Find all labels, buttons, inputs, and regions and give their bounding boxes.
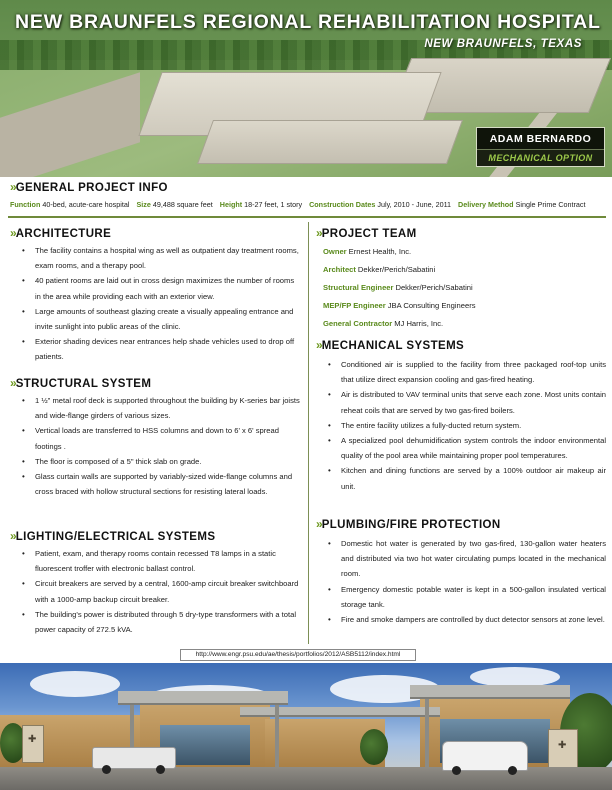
team-member: Architect Dekker/Perich/Sabatini: [323, 265, 436, 274]
page-title: NEW BRAUNFELS REGIONAL REHABILITATION HOSPITAL: [15, 11, 601, 33]
header-banner-rendering: [0, 0, 612, 177]
cross-icon: ✚: [558, 740, 567, 751]
gpi-value: Single Prime Contract: [515, 200, 586, 209]
mechanical-list: [316, 357, 606, 494]
wheel: [102, 765, 111, 774]
list-item: • Vertical loads are transferred to HSS columns and down to 6' x 6' spread footings .: [10, 423, 300, 453]
gpi-value: July, 2010 - June, 2011: [377, 200, 452, 209]
project-team-heading: »PROJECT TEAM: [316, 226, 417, 240]
team-member: General Contractor MJ Harris, Inc.: [323, 319, 444, 328]
list-item: • Patient, exam, and therapy rooms contain recessed T8 lamps in a static fluorescent troffer with electronic ballast control.: [10, 546, 300, 576]
team-member: Owner Ernest Health, Inc.: [323, 247, 412, 256]
author-option: MECHANICAL OPTION: [488, 153, 593, 163]
gpi-label: Construction Dates: [309, 200, 376, 209]
list-item: • The building's power is distributed through 5 dry-type transformers with a total power capacity of 272.5 kVA.: [10, 607, 300, 637]
lighting-list: [10, 546, 300, 637]
structural-section: [10, 376, 300, 499]
plumbing-section: [316, 517, 606, 627]
canopy-column: [425, 699, 429, 767]
list-item: • The facility contains a hospital wing as well as outpatient day treatment rooms, exam rooms, and a therapy pool.: [10, 243, 300, 273]
list-item: • Fire and smoke dampers are controlled by duct detector sensors at zone level.: [316, 612, 606, 627]
gpi-value: 40-bed, acute-care hospital: [42, 200, 130, 209]
canopy-column: [275, 705, 279, 767]
lighting-section: [10, 529, 300, 637]
list-item: • The entire facility utilizes a fully-ducted return system.: [316, 418, 606, 433]
tree: [360, 729, 388, 765]
team-member: Structural Engineer Dekker/Perich/Sabatini: [323, 283, 473, 292]
architecture-heading: »ARCHITECTURE: [10, 226, 112, 240]
page-subtitle-location: NEW BRAUNFELS, TEXAS: [424, 38, 582, 50]
gpi-label: Delivery Method: [458, 200, 514, 209]
list-item: • Large amounts of southeast glazing create a visually appealing entrance and invite sunlight into public areas of the clinic.: [10, 304, 300, 334]
general-info-section: [10, 180, 606, 194]
cloud: [30, 671, 120, 697]
gpi-label: Height: [219, 200, 243, 209]
portfolio-url-link[interactable]: http://www.engr.psu.edu/ae/thesis/portfolios/2012/ASB5112/index.html: [180, 649, 416, 661]
list-item: • The floor is composed of a 5" thick slab on grade.: [10, 454, 300, 469]
list-item: • 1 ½" metal roof deck is supported throughout the building by K-series bar joists and wide-flange girders of various sizes.: [10, 393, 300, 423]
list-item: • 40 patient rooms are laid out in cross design maximizes the number of rooms in the area while providing each with an exterior view.: [10, 273, 300, 303]
center-canopy: [240, 707, 440, 717]
architecture-section: [10, 226, 300, 365]
architecture-list: [10, 243, 300, 365]
team-member: MEP/FP Engineer JBA Consulting Engineers: [323, 301, 476, 310]
wheel: [452, 766, 461, 775]
general-info-line: [10, 200, 590, 209]
building-roof-wing: [197, 120, 463, 164]
right-canopy: [410, 685, 570, 699]
list-item: • Domestic hot water is generated by two gas-fired, 130-gallon water heaters and distributed via two hot water circulating pumps located in the mechanical room.: [316, 536, 606, 582]
author-box: [476, 127, 605, 167]
plumbing-heading: »PLUMBING/FIRE PROTECTION: [316, 517, 501, 531]
project-team-section: [316, 226, 606, 333]
list-item: • Kitchen and dining functions are served by a 100% outdoor air makeup air unit.: [316, 463, 606, 493]
list-item: • Glass curtain walls are supported by variably-sized wide-flange columns and cross braced with hollow structural sections for resisting lateral loads.: [10, 469, 300, 499]
list-item: • A specialized pool dehumidification system controls the indoor environmental quality of the pool area while maintaining proper pool temperatures.: [316, 433, 606, 463]
wheel: [156, 765, 165, 774]
mechanical-section: [316, 338, 606, 494]
plumbing-list: [316, 536, 606, 627]
gpi-value: 49,488 square feet: [152, 200, 213, 209]
wheel: [508, 766, 517, 775]
structural-list: [10, 393, 300, 499]
list-item: • Circuit breakers are served by a central, 1600-amp circuit breaker switchboard with a 1000-amp backup circuit breaker.: [10, 576, 300, 606]
structural-heading: »STRUCTURAL SYSTEM: [10, 376, 152, 390]
cross-icon: ✚: [28, 734, 37, 745]
list-item: • Conditioned air is supplied to the facility from three packaged roof-top units that utilize direct expansion cooling and gas-fired heating.: [316, 357, 606, 387]
entrance-canopy: [118, 691, 288, 705]
list-item: • Exterior shading devices near entrances help shade vehicles used to drop off patients.: [10, 334, 300, 364]
list-item: • Air is distributed to VAV terminal units that serve each zone. Most units contain reheat coils that are served by two gas-fired boilers.: [316, 387, 606, 417]
lighting-heading: »LIGHTING/ELECTRICAL SYSTEMS: [10, 529, 216, 543]
list-item: • Emergency domestic potable water is kept in a 500-gallon insulated vertical storage tank.: [316, 582, 606, 612]
column-divider: [308, 222, 309, 644]
section-divider: [8, 216, 606, 218]
cloud: [470, 667, 560, 687]
gpi-value: 18-27 feet, 1 story: [244, 200, 303, 209]
author-name: ADAM BERNARDO: [477, 128, 604, 150]
gpi-label: Function: [10, 200, 41, 209]
gpi-label: Size: [136, 200, 151, 209]
mechanical-heading: »MECHANICAL SYSTEMS: [316, 338, 465, 352]
general-info-heading: »GENERAL PROJECT INFO: [10, 180, 168, 194]
building-photo: [0, 663, 612, 790]
